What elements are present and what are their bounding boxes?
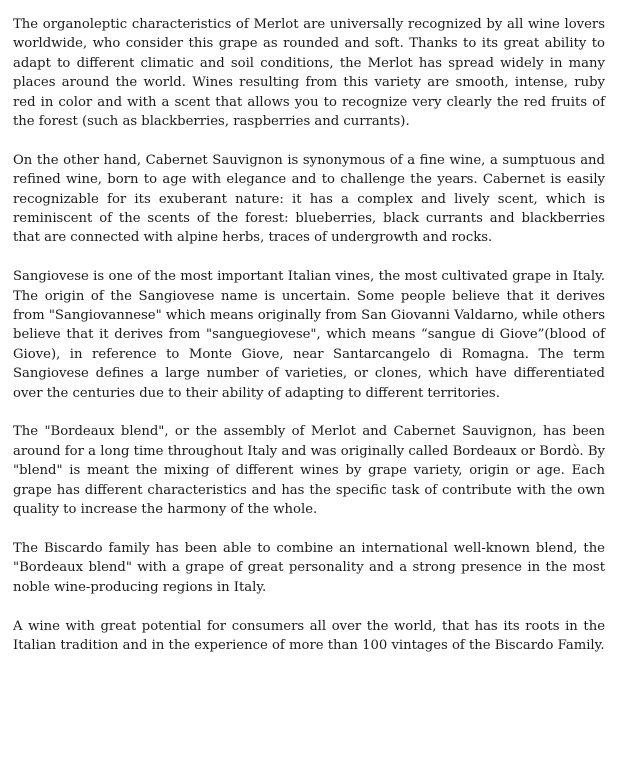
paragraph-merlot: The organoleptic characteristics of Merlot are universally recognized by all wine lovers worldwide, who consider this grape as rounded and soft. Thanks to its great ability to adapt to different climatic and soil conditions, the Merlot has spread widely in many places around the world. Wines resulting from this variety are smooth, intense, ruby red in color and with a scent that allows you to recognize very clearly the red fruits of the forest (such as blackberries, raspberries and currants). (13, 17, 605, 130)
paragraph-bordeaux-blend: The "Bordeaux blend", or the assembly of Merlot and Cabernet Sauvignon, has been around for a long time throughout Italy and was originally called Bordeaux or Bordò. By "blend" is meant the mixing of different wines by grape variety, origin or age. Each grape has different characteristics and has the specific task of contribute with the own quality to increase the harmony of the whole. (13, 424, 605, 518)
paragraph-wine-potential: A wine with great potential for consumers all over the world, that has its roots in the Italian tradition and in the experience of more than 100 vintages of the Biscardo Family. (13, 618, 605, 653)
document-body (13, 15, 605, 675)
paragraph-biscardo-family: The Biscardo family has been able to combine an international well-known blend, the "Bordeaux blend" with a grape of great personality and a strong presence in the most noble wine-producing regions in Italy. (13, 540, 605, 595)
paragraph-sangiovese: Sangiovese is one of the most important Italian vines, the most cultivated grape in Italy. The origin of the Sangiovese name is uncertain. Some people believe that it derives from "Sangiovannese" which means originally from San Giovanni Valdarno, while others believe that it derives from "sanguegiovese", which means “sangue di Giove”(blood of Giove), in reference to Monte Giove, near Santarcangelo di Romagna. The term Sangiovese defines a large number of varieties, or clones, which have differentiated over the centuries due to their ability of adapting to different territories. (13, 269, 605, 401)
paragraph-cabernet-sauvignon: On the other hand, Cabernet Sauvignon is synonymous of a fine wine, a sumptuous and refined wine, born to age with elegance and to challenge the years. Cabernet is easily recognizable for its exuberant nature: it has a complex and lively scent, which is reminiscent of the scents of the forest: blueberries, black currants and blackberries that are connected with alpine herbs, traces of undergrowth and rocks. (13, 152, 605, 246)
